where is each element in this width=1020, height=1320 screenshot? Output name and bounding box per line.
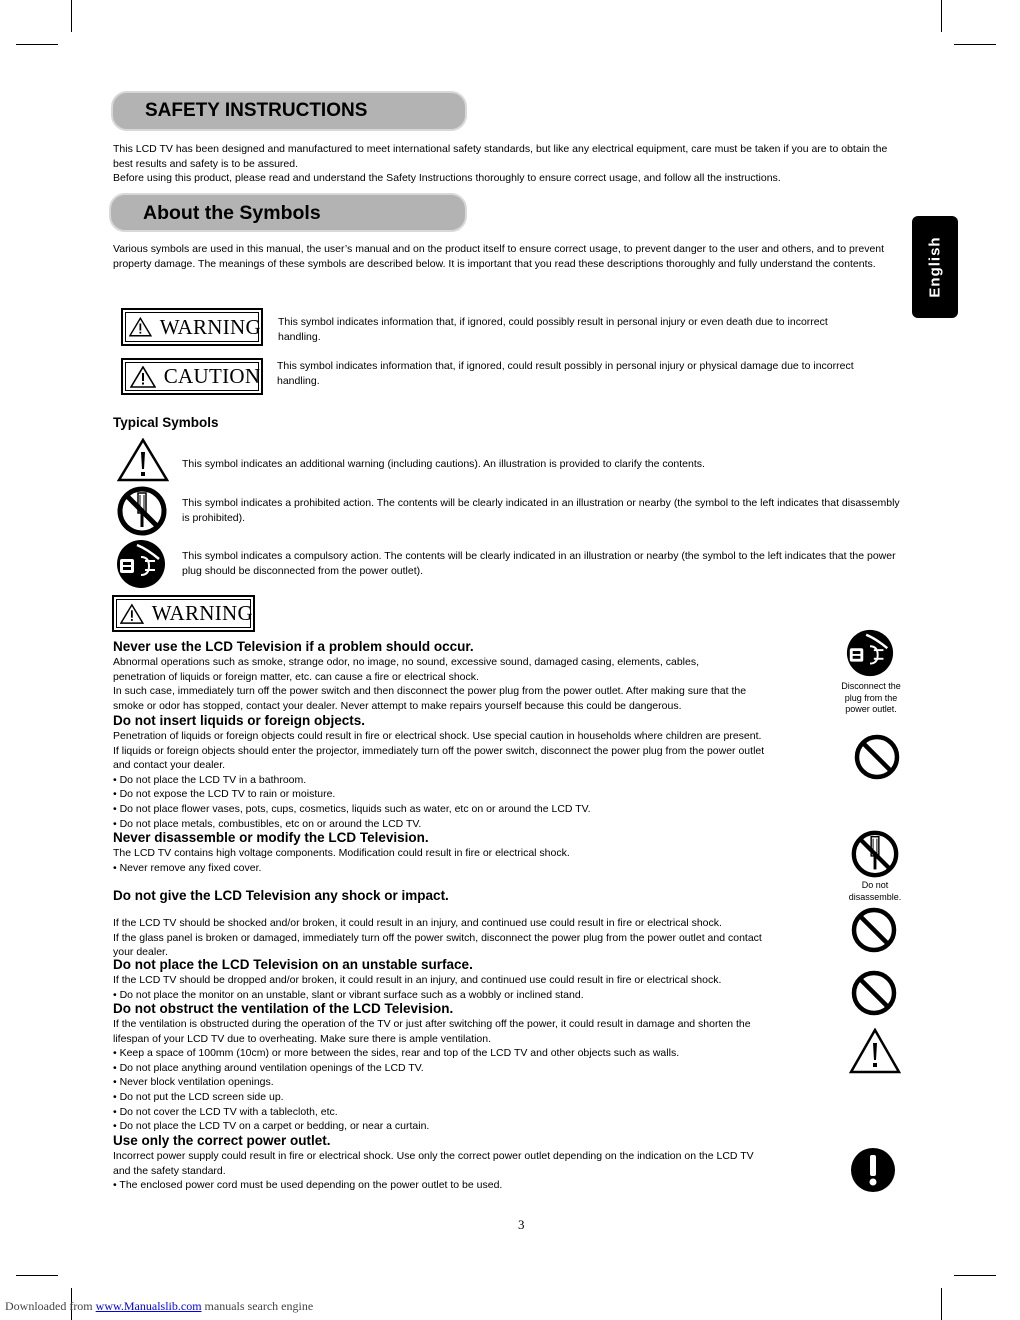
footer-prefix: Downloaded from [5,1299,93,1313]
section-line: • Keep a space of 100mm (10cm) or more between the sides, rear and top of the LCD TV and other objects such as walls. [113,1047,680,1060]
safety-intro: This LCD TV has been designed and manufactured to meet international safety standards, but like any electrical equipment, care must be taken if you are to obtain the best results and safety is to be assured. Before using this product, please read and understand the Safety Instructions thoroughly to ensure correct usage, and follow all the instructions. [113,143,888,185]
warning-section [113,713,853,831]
unplug-icon [845,628,895,678]
prohibited-icon [850,906,898,954]
warning-label [112,595,255,632]
warning-section [113,830,843,875]
warning-section [113,639,843,713]
crop-mark [16,44,58,45]
download-footer [5,1299,313,1314]
section-line: lifespan of your LCD TV due to overheating. Make sure there is ample ventilation. [113,1032,492,1045]
section-line: If the LCD TV should be shocked and/or broken, it could result in an injury, and continued use could result in fire or electrical shock. [113,917,722,929]
section-line: and the safety standard. [113,1164,226,1177]
caution-label [121,358,263,395]
unplug-icon [115,539,167,589]
unplug-caption: Disconnect the plug from the power outlet. [841,681,901,714]
section-line: • Do not place the LCD TV in a bathroom. [113,773,307,786]
warning-triangle-icon [120,603,144,625]
symbols-intro: Various symbols are used in this manual, the user’s manual and on the product itself to ensure correct usage, to prevent danger to the user and others, and to prevent property damage. The meanings of these symbols are described below. It is important that you read these descriptions thoroughly and fully understand the contents. [113,243,885,270]
section-line: If liquids or foreign objects should enter the projector, immediately turn off the power switch, disconnect the power plug from the power outlet [113,744,765,757]
manualslib-link[interactable]: www.Manualslib.com [95,1299,202,1313]
caution-word: CAUTION [163,364,261,388]
typical-symbol-text: This symbol indicates a prohibited action. The contents will be clearly indicated in an illustration or nearby (the symbol to the left indicates that disassembly is prohibited). [182,497,900,524]
section-line: Incorrect power supply could result in fire or electrical shock. Use only the correct power outlet depending on the indication on the LCD TV [113,1150,754,1162]
section-line: • Do not place metals, combustibles, etc on or around the LCD TV. [113,817,422,830]
crop-mark [16,1275,58,1276]
section-line: If the LCD TV should be dropped and/or broken, it could result in an injury, and continued use could result in fire or electrical shock. [113,974,722,986]
section-line: Penetration of liquids or foreign objects could result in fire or electrical shock. Use special caution in households where children are present. [113,730,762,742]
footer-suffix: manuals search engine [204,1299,314,1313]
typical-symbol-text: This symbol indicates a compulsory action. The contents will be clearly indicated in an illustration or nearby (the symbol to the left indicates that the power plug should be disconnected from the power outlet). [182,550,896,577]
section-line: • Do not cover the LCD TV with a tablecloth, etc. [113,1105,338,1118]
warning-section [113,1001,843,1134]
crop-mark [954,44,996,45]
no-disassembly-icon [850,829,900,879]
section-heading: Do not place the LCD Television on an unstable surface. [113,957,473,972]
prohibited-icon [850,969,898,1017]
section-heading: Never use the LCD Television if a problem should occur. [113,639,474,654]
section-line: penetration of liquids or foreign matter, etc. can cause a fire or electrical shock. [113,670,479,683]
section-line: • Never block ventilation openings. [113,1076,274,1089]
mandatory-action-icon [850,1147,896,1193]
section-heading: Do not insert liquids or foreign objects. [113,713,366,728]
section-line: smoke or odor has stopped, contact your dealer. Never attempt to make repairs yourself because this could be dangerous. [113,699,682,712]
crop-mark [941,1288,942,1320]
section-line: • Do not place flower vases, pots, cups, cosmetics, liquids such as water, etc on or around the LCD TV. [113,802,591,815]
warning-word: WARNING [151,601,253,625]
section-line: and contact your dealer. [113,759,226,772]
warning-description: This symbol indicates information that, if ignored, could possibly result in personal injury or even death due to incorrect handling. [278,316,828,343]
typical-symbol-text: This symbol indicates an additional warning (including cautions). An illustration is provided to clarify the contents. [182,458,705,470]
warning-triangle-icon [849,1028,901,1074]
section-line: • Do not place the monitor on an unstable, slant or vibrant surface such as a wobbly or inclined stand. [113,988,584,1001]
typical-symbols-title: Typical Symbols [113,415,219,430]
section-heading: Never disassemble or modify the LCD Television. [113,830,429,845]
warning-section [113,888,843,960]
section-line: Abnormal operations such as smoke, strange odor, no image, no sound, excessive sound, damaged casing, elements, cables, [113,656,700,668]
no-disassembly-icon [116,485,168,537]
section-heading: Do not obstruct the ventilation of the LCD Television. [113,1001,454,1016]
crop-mark [954,1275,996,1276]
disassemble-caption: Do not disassemble. [848,880,902,902]
crop-mark [71,0,72,32]
section-line: your dealer. [113,946,168,959]
section-line: • Do not put the LCD screen side up. [113,1090,284,1103]
section-line: The LCD TV contains high voltage components. Modification could result in fire or electrical shock. [113,847,570,859]
crop-mark [941,0,942,32]
prohibited-icon [853,733,901,781]
section-line: • The enclosed power cord must be used depending on the power outlet to be used. [113,1179,503,1192]
language-tab: English [912,216,958,318]
section-line: • Do not place anything around ventilation openings of the LCD TV. [113,1061,424,1074]
symbols-title: About the Symbols [109,193,467,232]
warning-section [113,1133,843,1193]
safety-title: SAFETY INSTRUCTIONS [111,91,467,131]
warning-section [113,957,843,1002]
section-heading: Do not give the LCD Television any shock or impact. [113,888,449,903]
warning-triangle-icon [130,366,156,388]
section-heading: Use only the correct power outlet. [113,1133,331,1148]
section-line: If the ventilation is obstructed during the operation of the TV or just after switching off the power, it could result in damage and shorten the [113,1018,751,1030]
section-line: If the glass panel is broken or damaged, immediately turn off the power switch, disconnect the power plug from the power outlet and contact [113,931,762,944]
warning-triangle-icon [117,438,169,482]
caution-description: This symbol indicates information that, if ignored, could result possibly in personal injury or physical damage due to incorrect handling. [277,360,854,387]
page-number: 3 [518,1217,525,1232]
section-line: • Never remove any fixed cover. [113,861,262,874]
section-line: • Do not expose the LCD TV to rain or moisture. [113,788,336,801]
section-line: • Do not place the LCD TV on a carpet or bedding, or near a curtain. [113,1120,430,1133]
warning-triangle-icon [129,316,152,338]
warning-word: WARNING [159,314,261,339]
warning-label [121,308,263,346]
section-line: In such case, immediately turn off the power switch and then disconnect the power plug from the power outlet. After making sure that the [113,685,747,698]
